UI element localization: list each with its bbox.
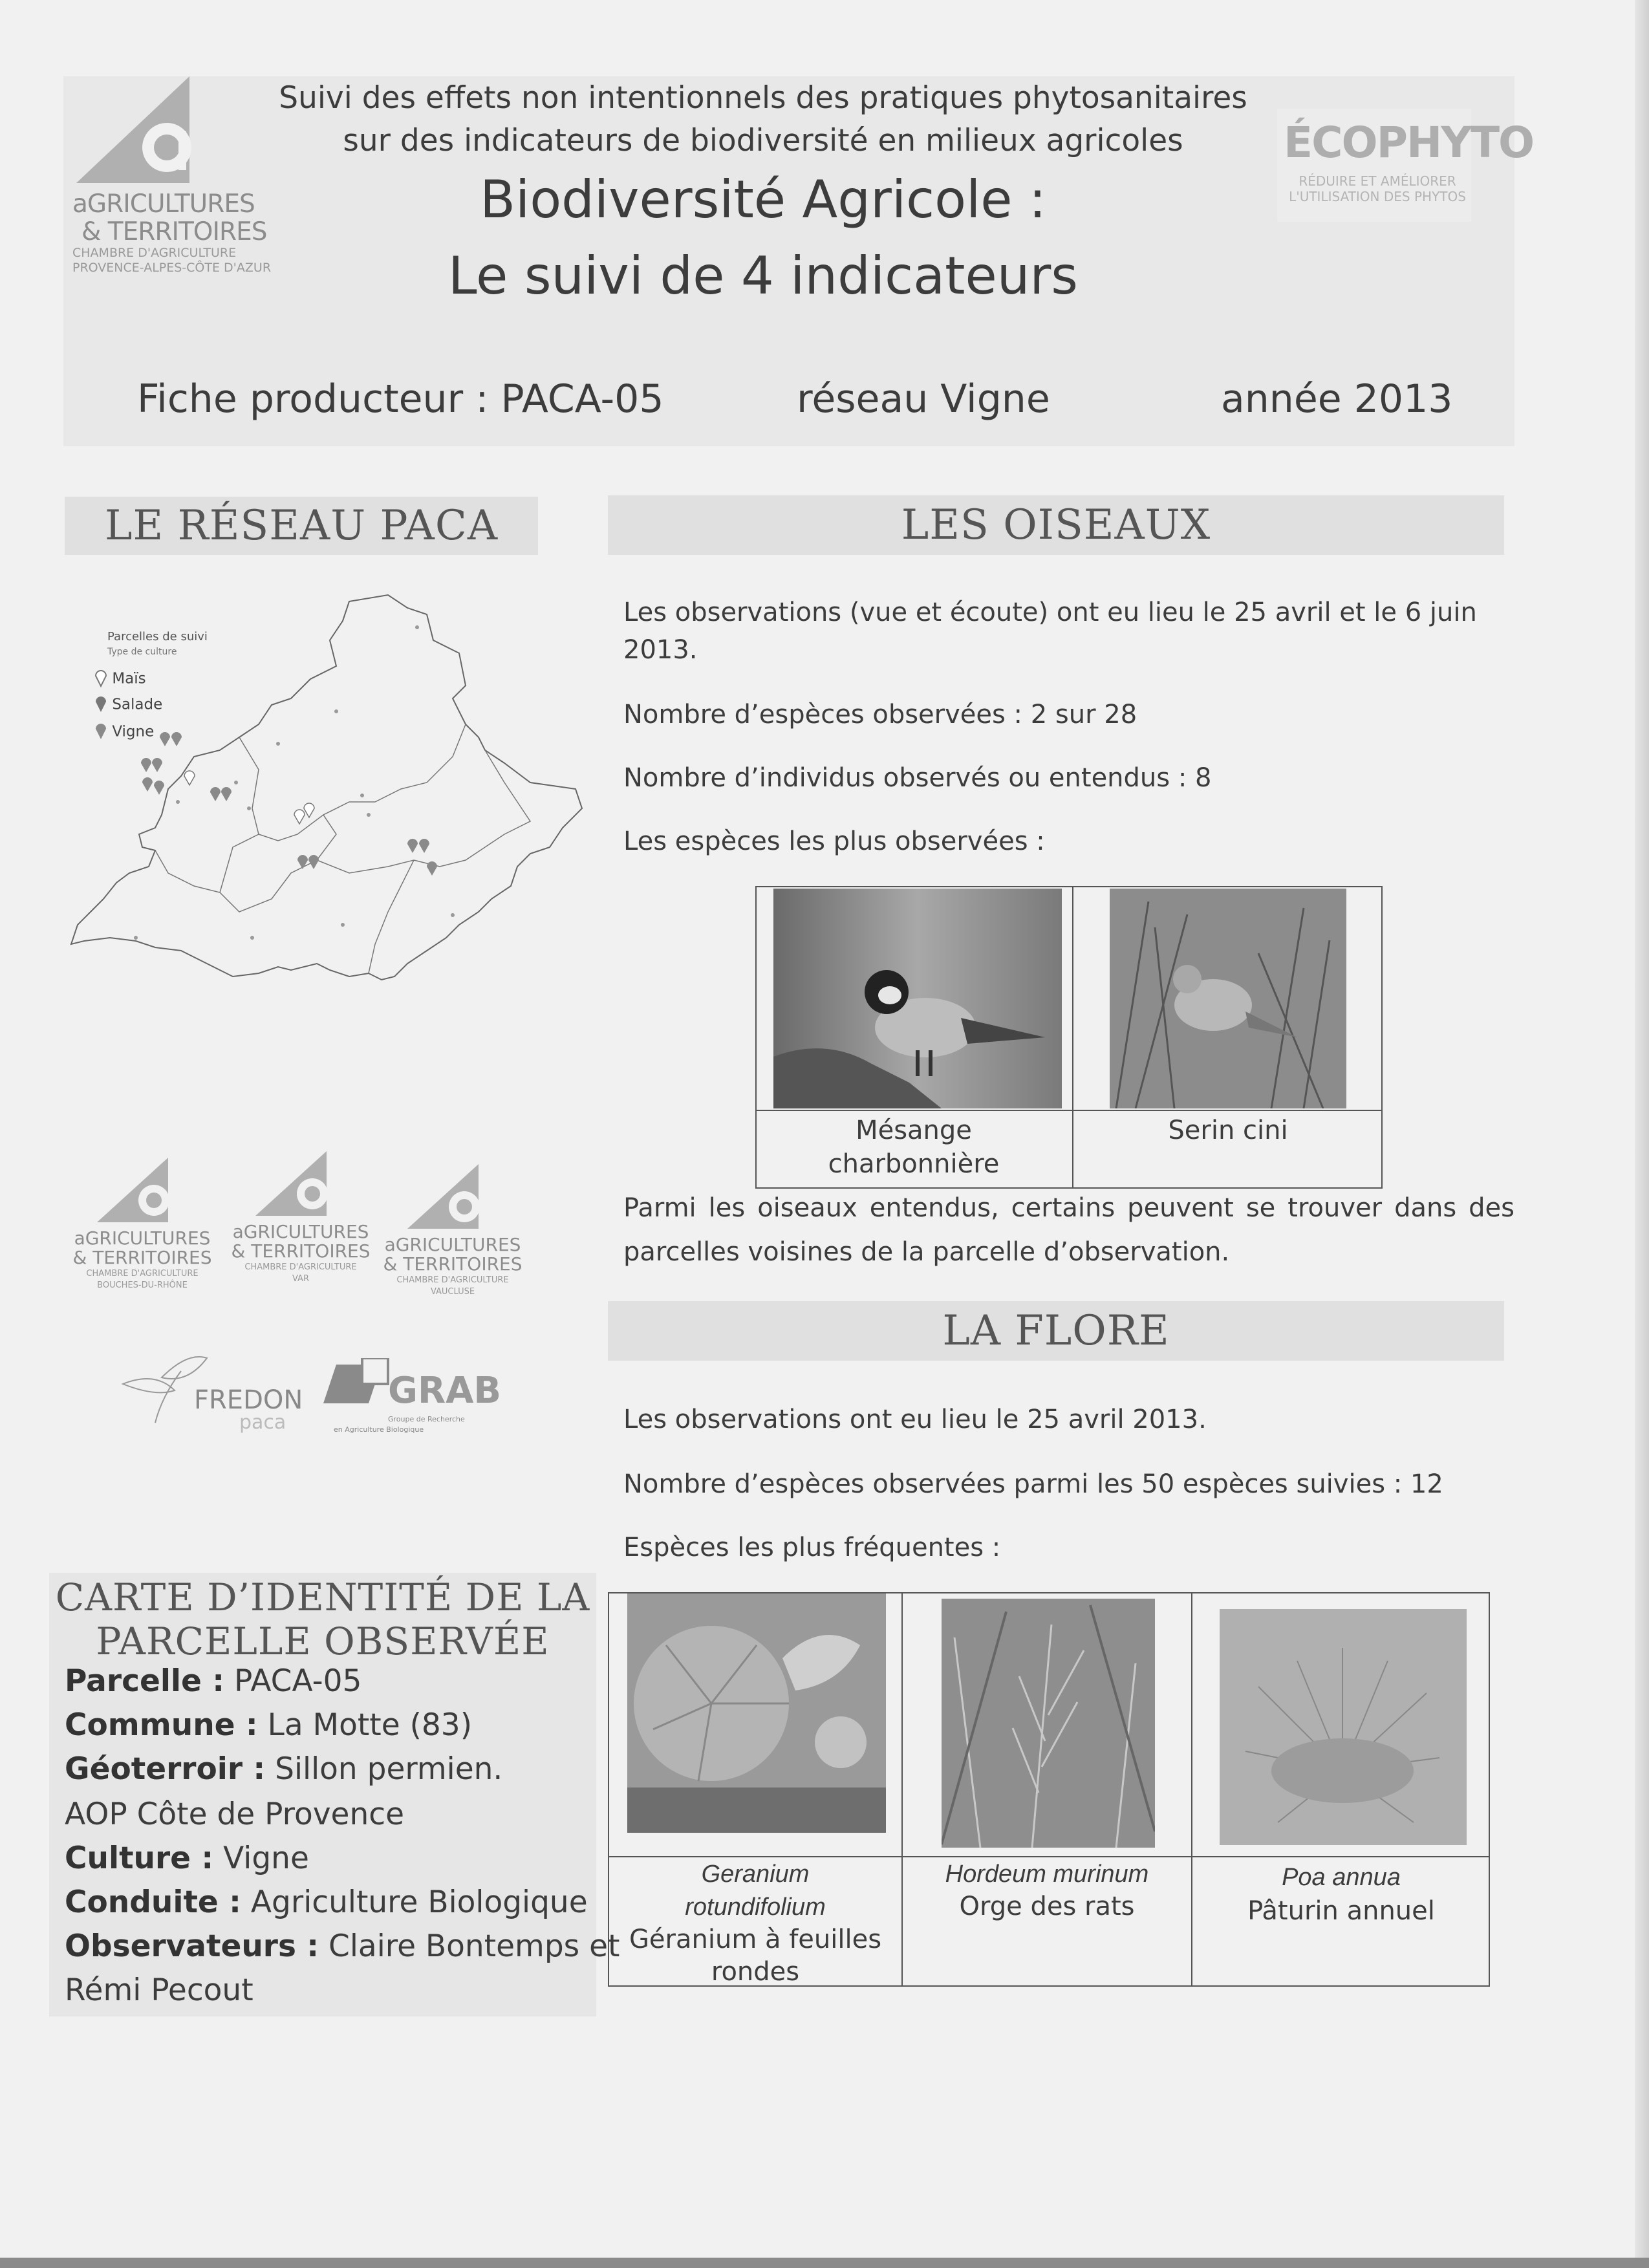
identity-observateurs [65,1928,620,1964]
identity-label: Culture : [65,1841,214,1876]
partner-logo-bouches-du-rhone [65,1158,220,1306]
species-name-line1: Serin cini [1168,1116,1288,1145]
legend-label: Salade [112,696,163,713]
oiseaux-observations-line1: Les observations (vue et écoute) ont eu lieu le 25 avril et le 6 juin [623,598,1477,627]
identity-value: Sillon permien. [265,1751,503,1787]
flore-especes-label: Espèces les plus fréquentes : [623,1533,1001,1562]
oiseaux-heading: LES OISEAUX [608,495,1504,555]
species-common-line1: Pâturin annuel [1247,1896,1435,1926]
species-caption-hordeum [903,1857,1191,1923]
mais-marker-icon [94,670,107,688]
annee: année 2013 [1221,376,1453,422]
salade-marker-icon [94,696,107,714]
identity-label: Géoterroir : [65,1751,266,1787]
identity-parcelle [65,1663,361,1699]
identity-label: Commune : [65,1707,258,1743]
reseau-vigne: réseau Vigne [797,376,1050,422]
agricultures-logo-icon [375,1164,530,1234]
identity-commune [65,1707,472,1743]
ecophyto-title: ÉCOPHYTO [1284,118,1534,167]
agricultures-logo-icon [223,1151,378,1221]
legend-label: Maïs [112,670,146,687]
page-bottom-edge [0,2258,1649,2268]
flore-observations: Les observations ont eu lieu le 25 avril 2013. [623,1405,1207,1434]
partner-line2: & TERRITOIRES [383,1253,523,1275]
identity-conduite [65,1885,588,1920]
grab-name: GRAB [388,1370,502,1412]
partner-line1: aGRICULTURES [232,1221,369,1242]
partner-line3: CHAMBRE D'AGRICULTURE [396,1275,509,1285]
partner-line1: aGRICULTURES [74,1227,211,1249]
grab-tagline1: Groupe de Recherche [388,1415,465,1423]
partner-line4: BOUCHES-DU-RHÔNE [97,1280,188,1290]
species-latin-line1: Hordeum murinum [945,1861,1149,1888]
species-latin-line1: Geranium [701,1861,810,1888]
serin-photo [1110,889,1346,1108]
logo-line3: CHAMBRE D'AGRICULTURE [72,246,237,260]
vigne-markers [141,732,437,876]
partner-line2: & TERRITOIRES [231,1240,371,1262]
identity-value: Claire Bontemps et [319,1928,620,1964]
fiche-producteur: Fiche producteur : PACA-05 [137,376,664,422]
oiseaux-note: Parmi les oiseaux entendus, certains peuvent se trouver dans des parcelles voisines de la parcelle d’observation. [623,1193,1514,1267]
map-legend-subtitle: Type de culture [107,647,177,657]
partner-logo-vaucluse [375,1164,530,1313]
identity-culture [65,1841,309,1876]
identity-card-title-line2: PARCELLE OBSERVÉE [96,1619,550,1663]
flore-nb-especes: Nombre d’espèces observées parmi les 50 espèces suivies : 12 [623,1469,1443,1499]
partner-line2: & TERRITOIRES [72,1247,212,1268]
oiseaux-especes-label: Les espèces les plus observées : [623,826,1045,856]
great-tit-photo [773,889,1062,1108]
legend-item-mais [94,670,146,688]
oiseaux-nb-individus: Nombre d’individus observés ou entendus : 8 [623,763,1212,793]
flore-heading: LA FLORE [608,1301,1504,1361]
identity-geoterroir [65,1751,502,1787]
species-latin-line2: rotundifolium [685,1894,826,1921]
header-title-line1: Biodiversité Agricole : [480,169,1046,230]
partner-line3: CHAMBRE D'AGRICULTURE [244,1262,357,1272]
identity-value: Vigne [213,1841,309,1876]
species-common-line1: Orge des rats [959,1892,1135,1921]
identity-value: Agriculture Biologique [241,1885,588,1920]
header-subtitle-line1: Suivi des effets non intentionnels des pratiques phytosanitaires [279,80,1247,116]
logo-line4: PROVENCE-ALPES-CÔTE D'AZUR [72,261,272,275]
partner-line3: CHAMBRE D'AGRICULTURE [86,1269,199,1279]
header-title-line2: Le suivi de 4 indicateurs [448,246,1078,306]
partner-line1: aGRICULTURES [384,1234,521,1255]
table-divider [901,1592,903,1987]
logo-line2: & TERRITOIRES [81,217,267,246]
header-subtitle-line2: sur des indicateurs de biodiversité en milieux agricoles [343,123,1183,158]
town-dots [134,625,455,940]
ecophyto-tagline2: L'UTILISATION DES PHYTOS [1289,189,1466,204]
grab-mark-icon [323,1358,394,1410]
fredon-logo [116,1345,310,1436]
logo-line1: aGRICULTURES [72,189,255,219]
identity-label: Observateurs : [65,1928,319,1964]
species-name-line2: charbonnière [828,1149,1000,1179]
species-common-line2: rondes [711,1957,800,1987]
oiseaux-observations-line2: 2013. [623,635,698,665]
grab-tagline2: en Agriculture Biologique [334,1425,424,1434]
oiseaux-nb-especes: Nombre d’espèces observées : 2 sur 28 [623,700,1137,729]
identity-card-title-line1: CARTE D’IDENTITÉ DE LA [55,1575,590,1619]
species-common-line1: Géranium à feuilles [629,1925,882,1954]
legend-item-salade [94,696,162,714]
identity-value: La Motte (83) [257,1707,473,1743]
species-latin-line1: Poa annua [1282,1864,1401,1891]
species-name-line1: Mésange [856,1116,972,1145]
agricultures-logo-icon [70,76,212,186]
identity-label: Parcelle : [65,1663,225,1699]
chambre-agriculture-logo [70,76,272,296]
species-caption-mesange [755,1114,1072,1181]
legend-label: Vigne [112,723,155,740]
paca-map [65,589,595,1054]
partner-logo-var [223,1151,378,1300]
identity-observateurs-line2: Rémi Pecout [65,1972,253,2008]
grab-logo [323,1358,504,1442]
vigne-marker-icon [94,723,107,741]
table-divider [755,1110,1383,1111]
partner-line4: VAR [292,1274,309,1284]
identity-aop: AOP Côte de Provence [65,1797,404,1832]
agricultures-logo-icon [65,1158,220,1227]
fredon-region: paca [239,1411,286,1434]
page-edge [1635,0,1649,2268]
ecophyto-logo [1277,109,1534,222]
species-caption-serin [1073,1114,1383,1147]
partner-line4: VAUCLUSE [430,1287,475,1297]
ecophyto-tagline1: RÉDUIRE ET AMÉLIORER [1299,173,1456,189]
geranium-photo [627,1593,886,1833]
identity-value: PACA-05 [224,1663,362,1699]
paca-dept-borders [155,724,530,973]
hordeum-photo [942,1599,1155,1848]
species-caption-poa [1192,1860,1490,1928]
identity-label: Conduite : [65,1885,241,1920]
map-legend-title: Parcelles de suivi [107,630,208,643]
reseau-paca-heading: LE RÉSEAU PACA [65,497,538,555]
species-caption-geranium [609,1857,901,1988]
fredon-name: FREDON [194,1385,303,1415]
identity-card-title [49,1575,596,1663]
mais-markers [184,771,314,824]
poa-photo [1220,1609,1467,1845]
legend-item-vigne [94,723,154,741]
